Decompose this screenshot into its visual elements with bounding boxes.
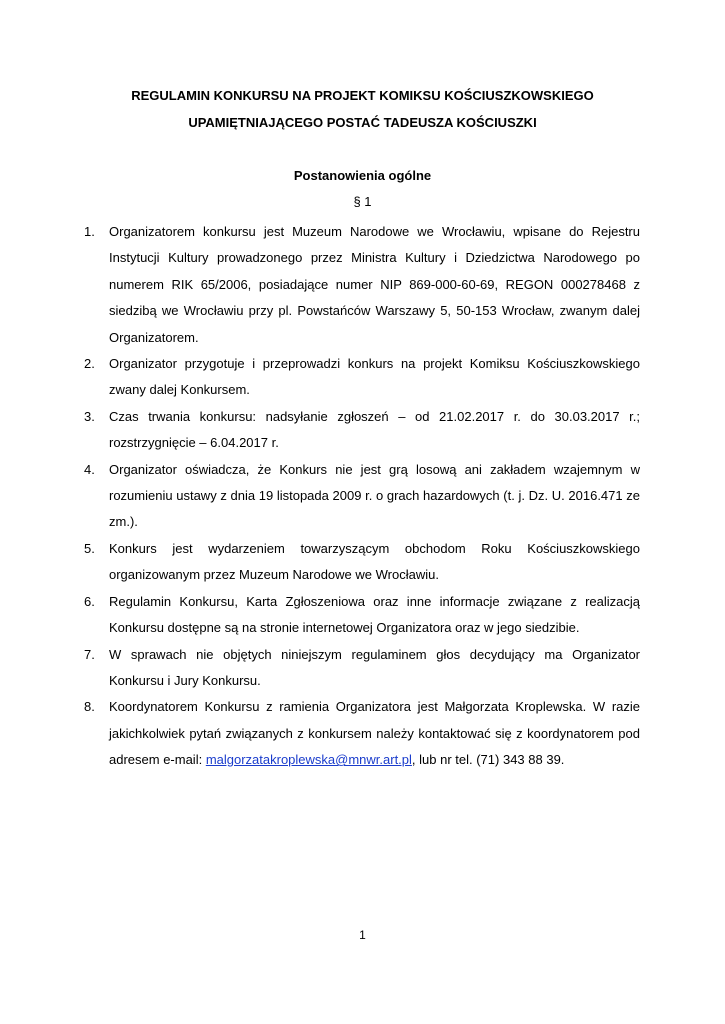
- list-item-number: 7.: [84, 646, 95, 662]
- list-item-text-after: , lub nr tel. (71) 343 88 39.: [411, 752, 565, 768]
- list-item: [84, 694, 640, 773]
- list-item: [84, 536, 640, 589]
- list-item-number: 3.: [84, 408, 95, 424]
- list-item: [84, 219, 640, 351]
- list-item: [84, 642, 640, 695]
- list-item: [84, 404, 640, 457]
- list-item-text: Organizator oświadcza, że Konkurs nie jest grą losową ani zakładem wzajemnym w rozumieniu ustawy z dnia 19 listopada 2009 r. o grach hazardowych (t. j. Dz. U. 2016.471 ze zm.).: [109, 461, 640, 530]
- section-heading: Postanowienia ogólne: [293, 168, 432, 183]
- list-item-number: 6.: [84, 593, 95, 609]
- email-link[interactable]: malgorzatakroplewska@mnwr.art.pl: [205, 752, 412, 768]
- list-item-text: Regulamin Konkursu, Karta Zgłoszeniowa oraz inne informacje związane z realizacją Konkursu dostępne są na stronie internetowej Organizatora oraz w jego siedzibie.: [109, 593, 640, 636]
- list-item-text: Organizatorem konkursu jest Muzeum Narodowe we Wrocławiu, wpisane do Rejestru Instytucji Kultury prowadzonego przez Ministra Kultury i Dziedzictwa Narodowego po numerem RIK 65/2006, posiadające numer NIP 869-000-60-69, REGON 000278468 z siedzibą we Wrocławiu przy pl. Powstańców Warszawy 5, 50-153 Wrocław, zwanym dalej Organizatorem.: [109, 224, 640, 345]
- list-item-text: Organizator przygotuje i przeprowadzi konkurs na projekt Komiksu Kościuszkowskiego zwany dalej Konkursem.: [109, 356, 640, 398]
- list-item-number: 5.: [84, 540, 95, 556]
- list-item-number: 2.: [84, 356, 95, 372]
- list-item-text: Czas trwania konkursu: nadsyłanie zgłoszeń – od 21.02.2017 r. do 30.03.2017 r.; rozstrzygnięcie – 6.04.2017 r.: [109, 408, 640, 451]
- document-title-line1: REGULAMIN KONKURSU NA PROJEKT KOMIKSU KOŚCIUSZKOWSKIEGO: [131, 88, 594, 103]
- list-item-number: 4.: [84, 461, 95, 477]
- list-item-number: 1.: [84, 224, 95, 239]
- list-item-text: [109, 694, 640, 773]
- list-item: [84, 457, 640, 536]
- page-number: 1: [359, 928, 366, 942]
- document-title-line2: UPAMIĘTNIAJĄCEGO POSTAĆ TADEUSZA KOŚCIUSZKI: [188, 115, 537, 130]
- list-item-number: 8.: [84, 699, 95, 715]
- list-item: [84, 351, 640, 404]
- section-paragraph-mark: § 1: [353, 194, 372, 209]
- list-item-text-before: Koordynatorem Konkursu z ramienia Organizatora jest Małgorzata Kroplewska. W razie jakichkolwiek pytań związanych z konkursem należy kontaktować się z koordynatorem pod adresem e-mail:: [109, 699, 640, 768]
- regulation-list: [84, 219, 640, 774]
- list-item-text: Konkurs jest wydarzeniem towarzyszącym obchodom Roku Kościuszkowskiego organizowanym przez Muzeum Narodowe we Wrocławiu.: [109, 540, 640, 583]
- list-item: [84, 589, 640, 642]
- list-item-text: W sprawach nie objętych niniejszym regulaminem głos decydujący ma Organizator Konkursu i Jury Konkursu.: [109, 646, 640, 688]
